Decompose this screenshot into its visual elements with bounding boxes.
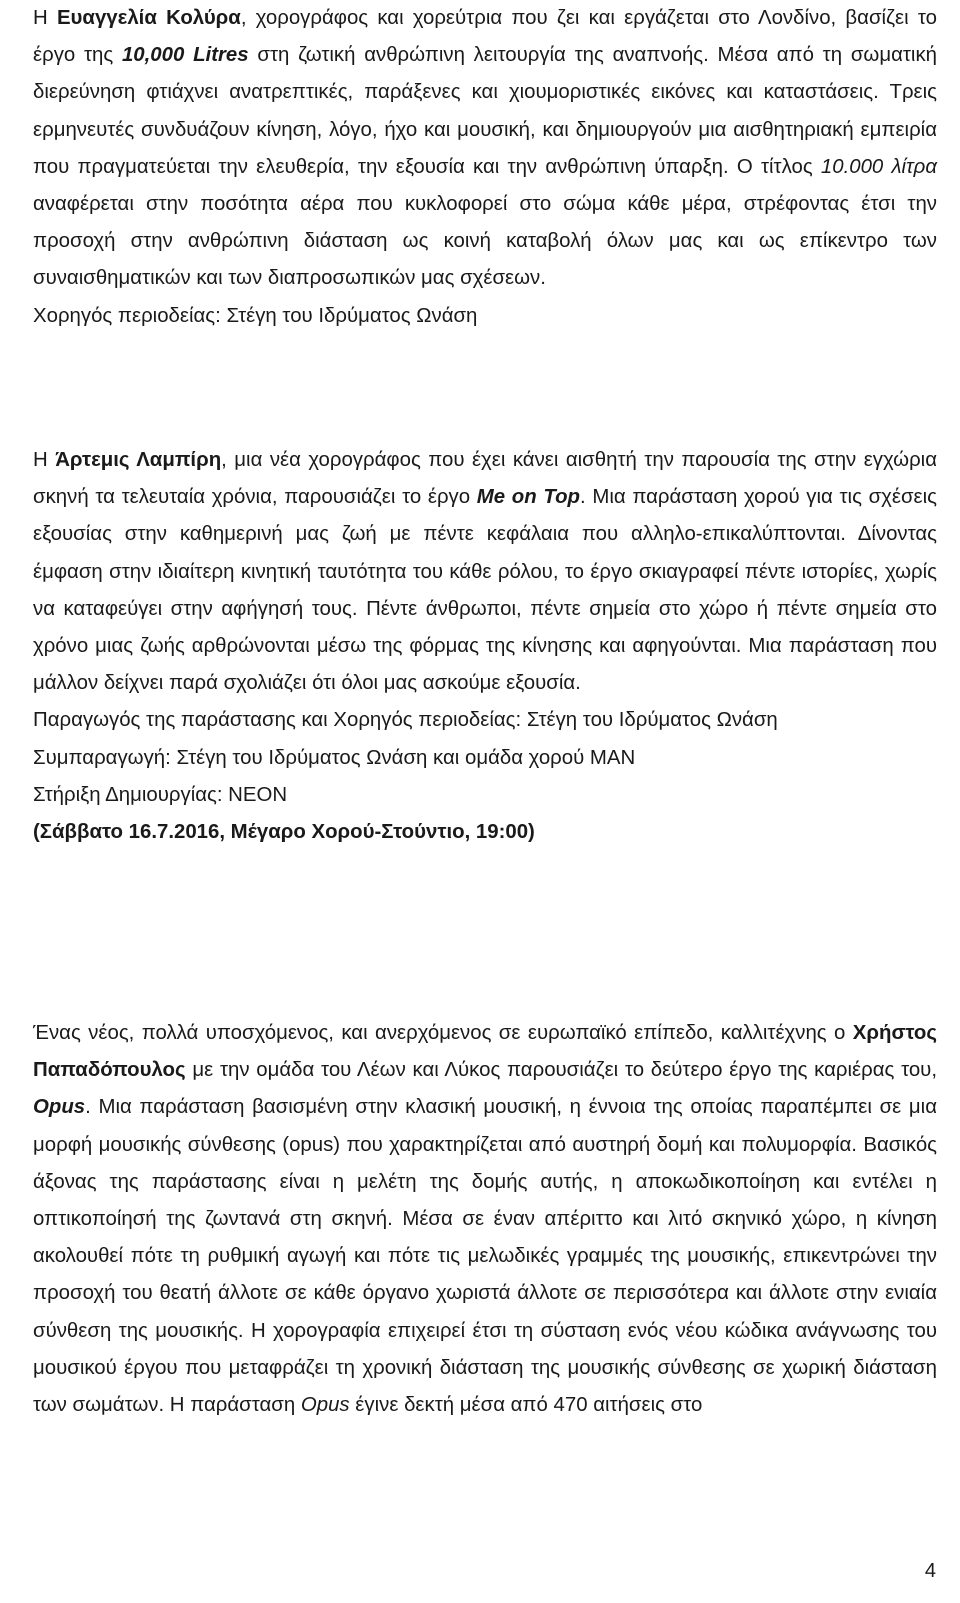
performance-info-line [33, 814, 937, 851]
paragraph-kolyra [33, 0, 937, 298]
coproduction-line: Συμπαραγωγή: Στέγη του Ιδρύματος Ωνάση και ομάδα χορού MAN [33, 746, 636, 769]
text-run: , χορογράφος και χορεύτρια που ζει και εργάζεται στο Λονδίνο, βασίζει το έργο της [33, 7, 937, 67]
support-line: Στήριξη Δημιουργίας: ΝΕΟΝ [33, 783, 288, 806]
text-run: . Μια παράσταση βασισμένη στην κλασική μουσική, η έννοια της οποίας παραπέμπει σε μια μορφή μουσικής σύνθεσης (opus) που χαρακτηρίζεται από αυστηρή δομή και πολυμορφία. Βασικός άξονας της παράστασης είναι η μελέτη της δομής αυτής, η αποκωδικοποίηση και εντέλει η οπτικοποίησή της ζωντανά στη σκηνή. Μέσα σε έναν απέριττο και λιτό σκηνικό χώρο, η κίνηση ακολουθεί πότε τη ρυθμική αγωγή και πότε τις μελωδικές γραμμές της μουσικής, επικεντρώνει την προσοχή του θεατή άλλοτε σε κάθε όργανο χωριστά άλλοτε σε περισσότερα και άλλοτε στην ενιαία σύνθεση της μουσικής. Η χορογραφία επιχειρεί έτσι τη σύσταση ενός νέου κώδικα ανάγνωσης του μουσικού έργου που μεταφράζει τη χρονική διάσταση της μουσικής σύνθεσης σε χωρική διάσταση των σωμάτων. Η παράσταση [33, 1096, 937, 1417]
artist-name: Χρήστος Παπαδόπουλος [33, 1022, 937, 1082]
performance-info: (Σάββατο 16.7.2016, Μέγαρο Χορού-Στούντιο, 19:00) [33, 821, 535, 844]
work-title: Me on Top [476, 486, 580, 509]
text-run: , μια νέα χορογράφος που έχει κάνει αισθητή την παρουσία της στην εγχώρια σκηνή τα τελευταία χρόνια, παρουσιάζει το έργο [33, 449, 937, 509]
text-run: στη ζωτική ανθρώπινη λειτουργία της αναπνοής. Μέσα από τη σωματική διερεύνηση φτιάχνει ανατρεπτικές, παράξενες και χιουμοριστικές εικόνες και καταστάσεις. Τρεις ερμηνευτές συνδυάζουν κίνηση, λόγο, ήχο και μουσική, και δημιουργούν μια αισθητηριακή εμπειρία που πραγματεύεται την ελευθερία, την εξουσία και την ανθρώπινη ύπαρξη. Ο τίτλος [33, 44, 937, 178]
work-title: Opus [33, 1096, 86, 1119]
section-lampiri [33, 442, 937, 851]
text-run: Ένας νέος, πολλά υποσχόμενος, και ανερχόμενος σε ευρωπαϊκό επίπεδο, καλλιτέχνης ο [33, 1022, 853, 1044]
artist-name: Άρτεμις Λαμπίρη [55, 449, 222, 471]
section-papadopoulos [33, 1015, 937, 1424]
page-number: 4 [924, 1560, 936, 1582]
artist-name: Ευαγγελία Κολύρα [56, 7, 241, 29]
work-title: 10,000 Litres [121, 44, 249, 67]
sponsor-line: Χορηγός περιοδείας: Στέγη του Ιδρύματος Ωνάση [33, 304, 478, 327]
text-run: αναφέρεται στην ποσότητα αέρα που κυκλοφορεί στο σώμα κάθε μέρα, στρέφοντας έτσι την προσοχή στην ανθρώπινη διάσταση ως κοινή καταβολή όλων μας και ως επίκεντρο των συναισθηματικών και των διαπροσωπικών μας σχέσεων. [33, 193, 937, 290]
text-run: . Μια παράσταση χορού για τις σχέσεις εξουσίας στην καθημερινή μας ζωή με πέντε κεφάλαια που αλληλο-επικαλύπτονται. Δίνοντας έμφαση στην ιδιαίτερη κινητική ταυτότητα του κάθε ρόλου, το έργο σκιαγραφεί πέντε ιστορίες, χωρίς να καταφεύγει στην αφήγησή τους. Πέντε άνθρωποι, πέντε σημεία στο χώρο ή πέντε σημεία στο χρόνο μιας ζωής αρθρώνονται μέσω της φόρμας της κίνησης και αφηγούνται. Μια παράσταση που μάλλον δείχνει παρά σχολιάζει ότι όλοι μας ασκούμε εξουσία. [33, 486, 937, 695]
paragraph-lampiri [33, 442, 937, 702]
text-run: Η [33, 7, 57, 29]
producer-line: Παραγωγός της παράστασης και Χορηγός περιοδείας: Στέγη του Ιδρύματος Ωνάση [33, 709, 778, 732]
section-kolyra [33, 0, 937, 335]
text-run: έγινε δεκτή μέσα από 470 αιτήσεις στο [349, 1394, 703, 1417]
text-run: με την ομάδα του Λέων και Λύκος παρουσιάζει το δεύτερο έργο της καριέρας του, [185, 1059, 937, 1082]
text-run: Η [33, 449, 56, 471]
work-title-greek: 10.000 λίτρα [820, 155, 937, 178]
work-title-inline: Opus [300, 1394, 350, 1417]
paragraph-papadopoulos [33, 1015, 937, 1424]
